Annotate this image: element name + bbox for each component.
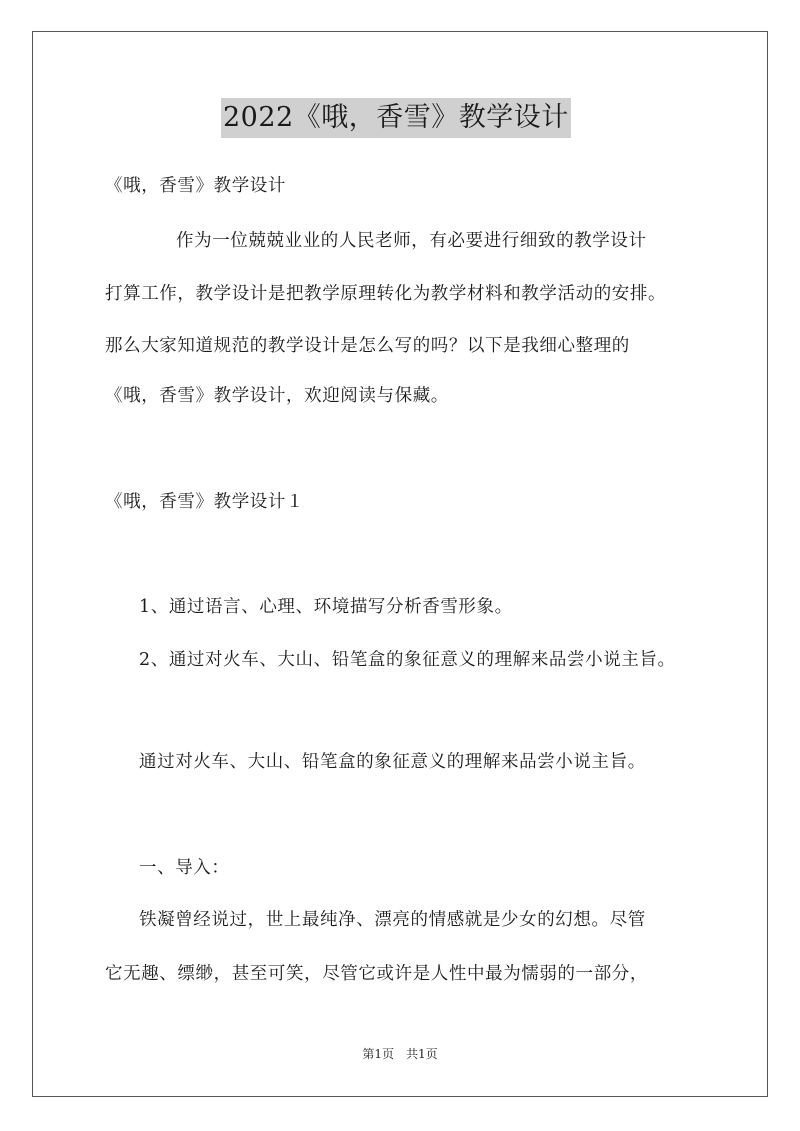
document-subtitle: 《哦，香雪》教学设计 xyxy=(105,176,286,196)
body-line-1: 铁凝曾经说过，世上最纯净、漂亮的情感就是少女的幻想。尽管 xyxy=(139,910,646,930)
section-heading: 《哦，香雪》教学设计１ xyxy=(105,492,305,512)
intro-line-3: 那么大家知道规范的教学设计是怎么写的吗？以下是我细心整理的 xyxy=(105,336,630,356)
intro-line-1: 作为一位兢兢业业的人民老师，有必要进行细致的教学设计 xyxy=(176,231,647,251)
goal-item-1: 1、通过语言、心理、环境描写分析香雪形象。 xyxy=(139,597,513,617)
step-heading: 一、导入： xyxy=(139,858,230,878)
key-point: 通过对火车、大山、铅笔盒的象征意义的理解来品尝小说主旨。 xyxy=(139,752,646,772)
body-line-2: 它无趣、缥缈，甚至可笑，尽管它或许是人性中最为懦弱的一部分， xyxy=(105,964,648,984)
goal-item-2: 2、通过对火车、大山、铅笔盒的象征意义的理解来品尝小说主旨。 xyxy=(139,650,676,670)
page-number-footer: 第1页 共1页 xyxy=(362,1047,438,1061)
intro-line-4: 《哦，香雪》教学设计，欢迎阅读与保藏。 xyxy=(105,386,449,406)
document-title: 2022《哦，香雪》教学设计 xyxy=(221,98,571,138)
intro-line-2: 打算工作，教学设计是把教学原理转化为教学材料和教学活动的安排。 xyxy=(105,284,667,304)
